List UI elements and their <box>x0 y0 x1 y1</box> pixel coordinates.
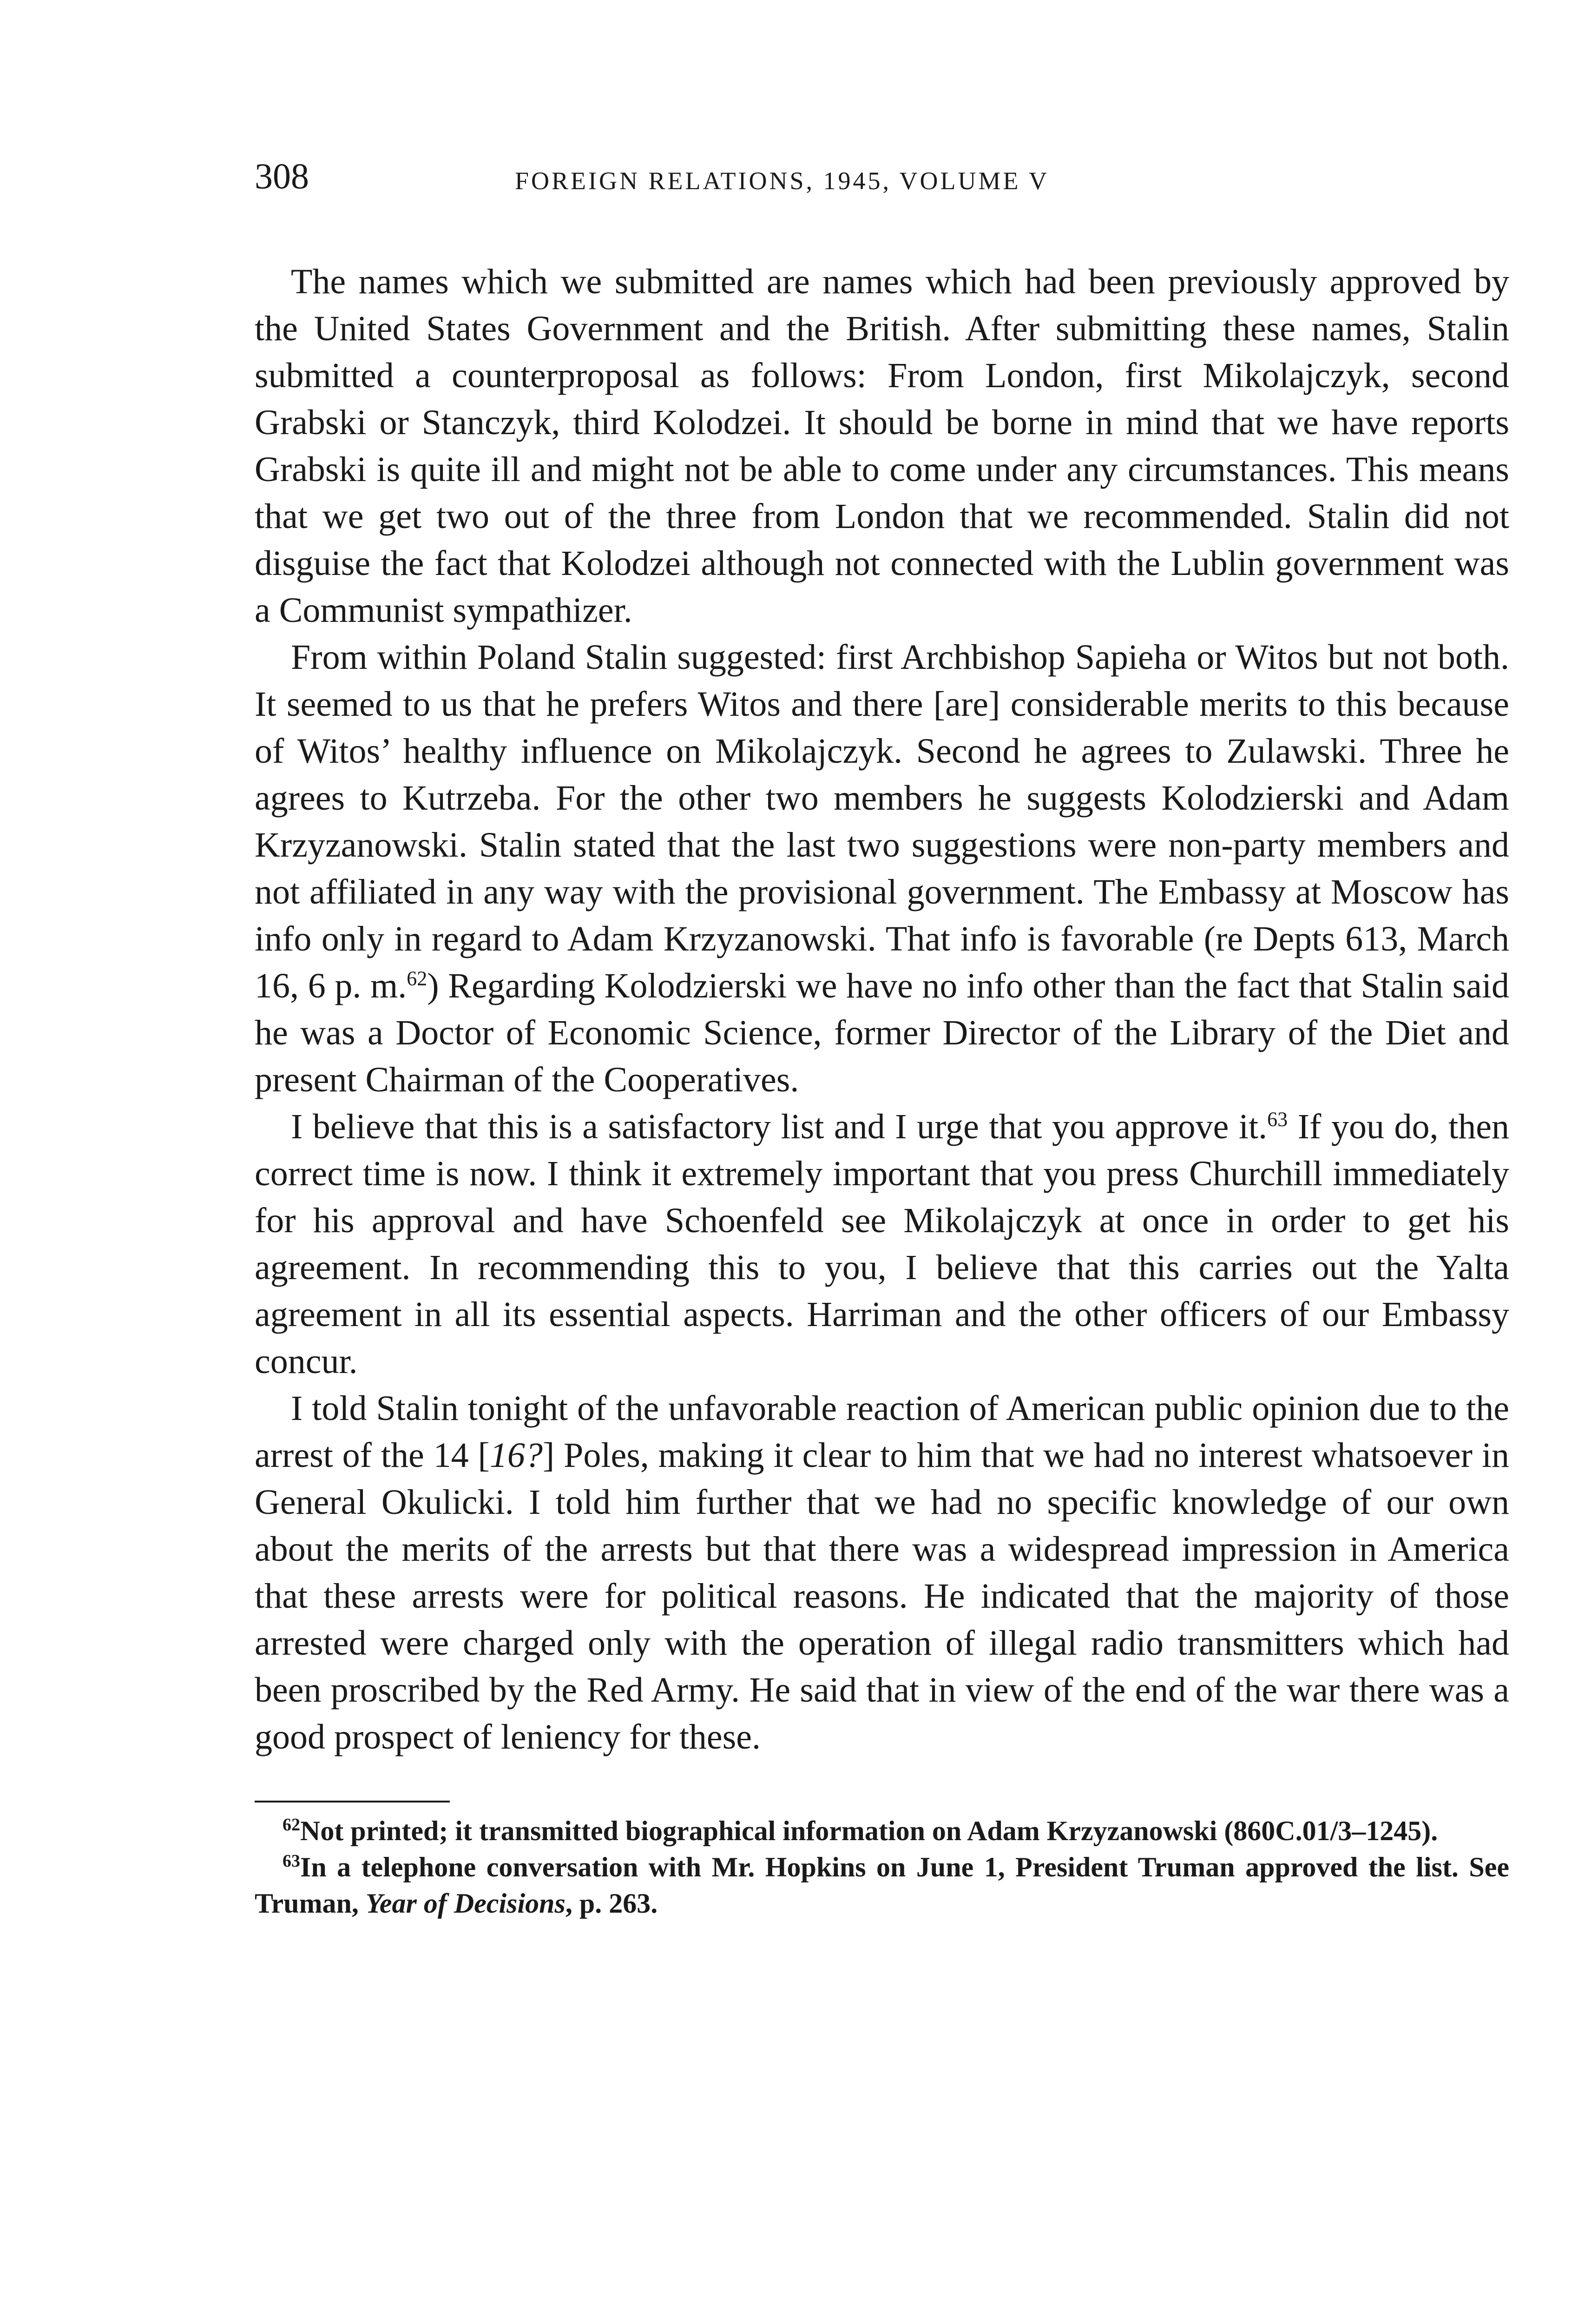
footnote-text: Not printed; it transmitted biographical information on Adam Krzyzanowski (860C.01/3–1245). <box>300 1816 1438 1846</box>
page-header <box>255 158 1509 214</box>
footnote-62 <box>255 1813 1509 1849</box>
document-page <box>255 158 1509 1921</box>
footnote-mark: 62 <box>283 1815 300 1835</box>
paragraph-3 <box>255 1103 1509 1385</box>
footnote-divider <box>255 1801 450 1802</box>
paragraph-1 <box>255 258 1509 634</box>
paragraph-text: ) Regarding Kolodzierski we have no info other than the fact that Stalin said he was a Doctor of Economic Science, former Director of the Library of the Diet and present Chairman of the Cooperatives. <box>255 966 1509 1099</box>
page-number: 308 <box>255 156 309 196</box>
footnote-reference[interactable]: 62 <box>407 967 427 990</box>
footnote-reference[interactable]: 63 <box>1267 1108 1288 1131</box>
paragraph-text: ] Poles, making it clear to him that we had no interest whatsoever in General Okulicki. I told him further that we had no specific knowledge of our own about the merits of the arrests but that there was a widespread impression in America that these arrests were for political reasons. He indicated that the majority of those arrested were charged only with the operation of illegal radio transmitters which had been proscribed by the Red Army. He said that in view of the end of the war there was a good prospect of leniency for these. <box>255 1436 1509 1756</box>
paragraph-text: I believe that this is a satisfactory list and I urge that you approve it. <box>291 1107 1268 1146</box>
footnote-mark: 63 <box>283 1851 300 1871</box>
body-text <box>255 258 1509 1761</box>
paragraph-text: I told Stalin tonight of the unfavorable reaction of American public opinion due to the arrest of the 14 [ <box>255 1389 1509 1475</box>
footnote-text: In a telephone conversation with Mr. Hopkins on June 1, President Truman approved the list. See Truman, <box>255 1852 1509 1919</box>
paragraph-text: The names which we submitted are names which had been previously approved by the United States Government and the British. After submitting these names, Stalin submitted a counterproposal as follows: From London, first Mikolajczyk, second Grabski or Stanczyk, third Kolodzei. It should be borne in mind that we have reports Grabski is quite ill and might not be able to come under any circumstances. This means that we get two out of the three from London that we recommended. Stalin did not disguise the fact that Kolodzei although not connected with the Lublin government was a Communist sympathizer. <box>255 262 1509 630</box>
book-title: Year of Decisions <box>365 1888 565 1919</box>
paragraph-4 <box>255 1385 1509 1761</box>
paragraph-text: If you do, then correct time is now. I think it extremely important that you press Churchill immediately for his approval and have Schoenfeld see Mikolajczyk at once in order to get his agreement. In recommending this to you, I believe that this carries out the Yalta agreement in all its essential aspects. Harriman and the other officers of our Embassy concur. <box>255 1107 1509 1381</box>
paragraph-2 <box>255 634 1509 1103</box>
editorial-insertion: 16? <box>489 1436 543 1475</box>
paragraph-text: From within Poland Stalin suggested: first Archbishop Sapieha or Witos but not both. It seemed to us that he prefers Witos and there [are] considerable merits to this because of Witos’ healthy influence on Mikolajczyk. Second he agrees to Zulawski. Three he agrees to Kutrzeba. For the other two members he suggests Kolodzierski and Adam Krzyzanowski. Stalin stated that the last two suggestions were non-party members and not affiliated in any way with the provisional government. The Embassy at Moscow has info only in regard to Adam Krzyzanowski. That info is favorable (re Depts 613, March 16, 6 p. m. <box>255 638 1509 1005</box>
footnotes <box>255 1813 1509 1921</box>
running-head: FOREIGN RELATIONS, 1945, VOLUME V <box>515 167 1050 195</box>
footnote-63 <box>255 1849 1509 1921</box>
footnote-text: , p. 263. <box>565 1888 658 1919</box>
